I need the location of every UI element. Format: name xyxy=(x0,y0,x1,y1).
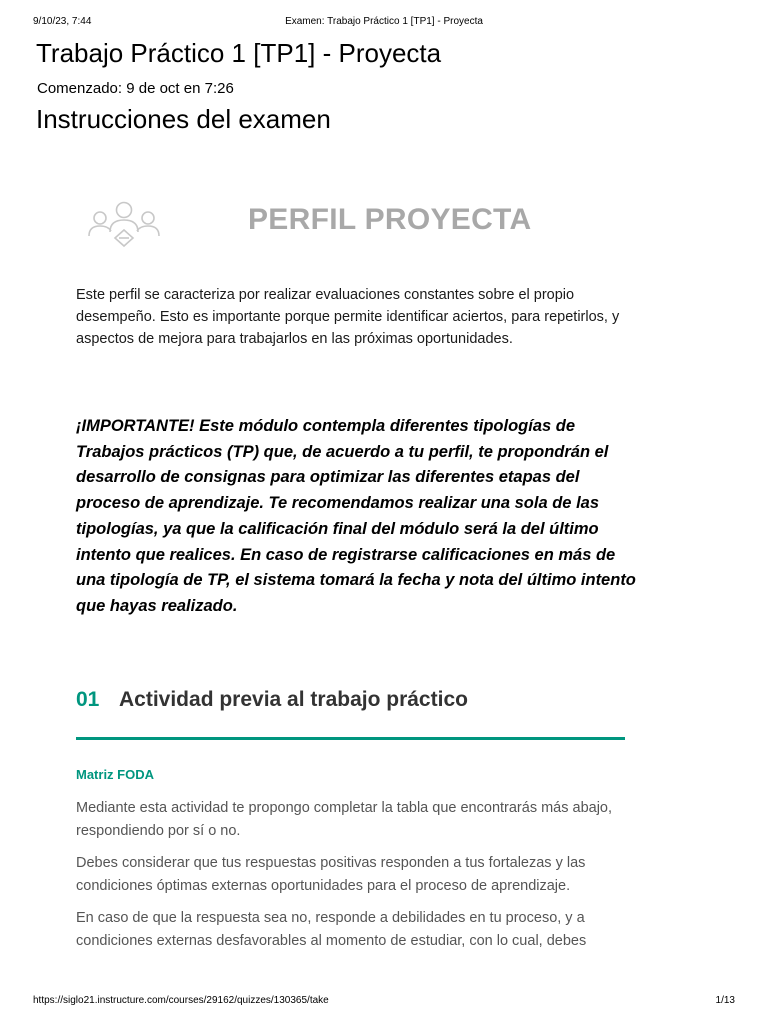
page-indicator: 1/13 xyxy=(715,995,735,1006)
page-title: Trabajo Práctico 1 [TP1] - Proyecta xyxy=(36,38,442,68)
activity-paragraph: Mediante esta actividad te propongo completar la tabla que encontrarás más abajo, respondiendo por sí o no. xyxy=(76,800,613,839)
activity-number: 01 xyxy=(76,688,100,711)
print-datetime: 9/10/23, 7:44 xyxy=(33,16,92,27)
page-url: https://siglo21.instructure.com/courses/29162/quizzes/130365/take xyxy=(33,995,329,1006)
activity-title: Actividad previa al trabajo práctico xyxy=(119,688,468,711)
activity-header xyxy=(76,688,625,718)
profile-description: Este perfil se caracteriza por realizar evaluaciones constantes sobre el propio desempeño. Esto es importante porque permite identificar aciertos, para repetirlos, y aspectos de mejora para trabajarlos en las próximas oportunidades. xyxy=(76,287,620,347)
important-notice: ¡IMPORTANTE! Este módulo contempla diferentes tipologías de Trabajos prácticos (TP) que, de acuerdo a tu perfil, te propondrán el desarrollo de consignas para optimizar las diferentes etapas del proceso de aprendizaje. Te recomendamos realizar una sola de las tipologías, ya que la calificación final del módulo será la del último intento que realices. En caso de registrarse calificaciones en más de una tipología de TP, el sistema tomará la fecha y nota del último intento que hayas realizado. xyxy=(76,417,636,615)
instructions-heading: Instrucciones del examen xyxy=(36,104,331,134)
activity-paragraph: En caso de que la respuesta sea no, responde a debilidades en tu proceso, y a condiciones externas desfavorables al momento de estudiar, con lo cual, debes xyxy=(76,910,587,949)
matriz-foda-subheading: Matriz FODA xyxy=(76,767,154,782)
activity-divider xyxy=(76,737,625,740)
profile-heading: PERFIL PROYECTA xyxy=(248,203,532,236)
people-group-icon xyxy=(86,198,162,248)
print-header xyxy=(33,16,735,30)
started-timestamp: Comenzado: 9 de oct en 7:26 xyxy=(37,80,234,97)
print-document-title: Examen: Trabajo Práctico 1 [TP1] - Proyecta xyxy=(285,16,483,27)
profile-banner xyxy=(86,196,556,250)
activity-paragraph: Debes considerar que tus respuestas positivas responden a tus fortalezas y las condiciones óptimas externas oportunidades para el proceso de aprendizaje. xyxy=(76,855,586,894)
print-footer xyxy=(33,995,735,1009)
